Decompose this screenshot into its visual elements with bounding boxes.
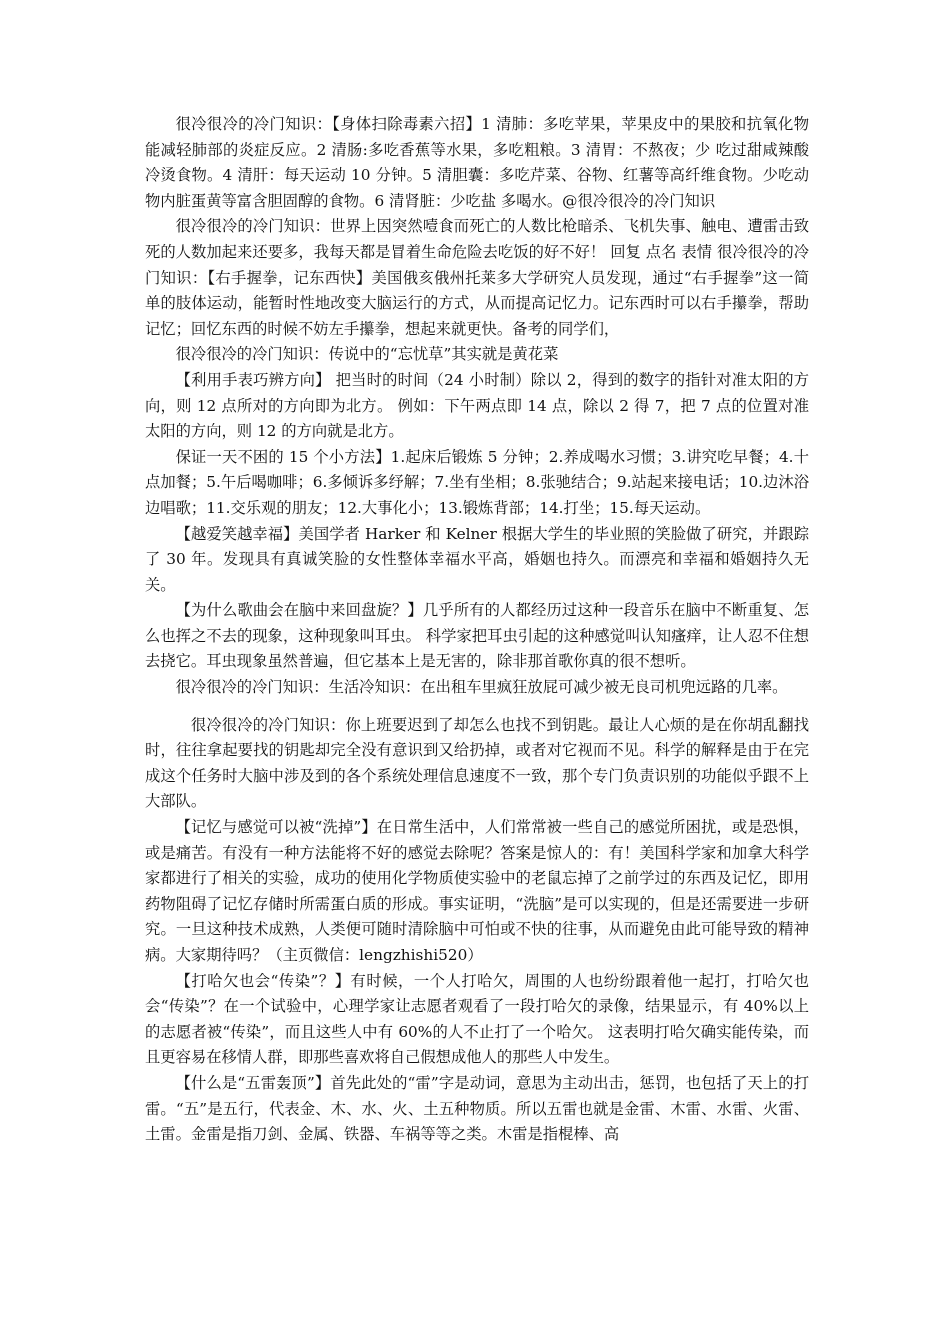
paragraph-choking-and-fist: 很冷很冷的冷门知识：世界上因突然噎食而死亡的人数比枪暗杀、飞机失事、触电、遭雷击致死的人数加起来还要多，我每天都是冒着生命危险去吃饭的好不好！ 回复 点名 表情 很冷很冷的冷门知识：【右手握拳，记东西快】美国俄亥俄州托莱多大学研究人员发现，通过“右手握拳”这一简单的肢体运动，能暂时性地改变大脑运行的方式，从而提高记忆力。记东西时可以右手攥拳，帮助记忆；回忆东西的时候不妨左手攥拳，想起来就更快。备考的同学们， (145, 217, 809, 338)
paragraph-lost-keys: 很冷很冷的冷门知识：你上班要迟到了却怎么也找不到钥匙。最让人心烦的是在你胡乱翻找时，往往拿起要找的钥匙却完全没有意识到又给扔掉，或者对它视而不见。科学的解释是由于在完成这个任务时大脑中涉及到的各个系统处理信息速度不一致，那个专门负责识别的功能似乎跟不上大部队。 (145, 715, 809, 811)
paragraph-earworm: 【为什么歌曲会在脑中来回盘旋？】几乎所有的人都经历过这种一段音乐在脑中不断重复、怎么也挥之不去的现象，这种现象叫耳虫。 科学家把耳虫引起的这种感觉叫认知瘙痒，让人忍不住想去挠它。耳虫现象虽然普遍，但它基本上是无害的，除非那首歌你真的很不想听。 (145, 601, 809, 671)
paragraph-memory-erasing: 【记忆与感觉可以被“洗掉”】在日常生活中，人们常常被一些自己的感觉所困扰，或是恐惧，或是痛苦。有没有一种方法能将不好的感觉去除呢？答案是惊人的：有！美国科学家和加拿大科学家都进行了相关的实验，成功的使用化学物质使实验中的老鼠忘掉了之前学过的东西及记忆，即用药物阻碍了记忆存储时所需蛋白质的形成。事实证明，“洗脑”是可以实现的，但是还需要进一步研究。一旦这种技术成熟，人类便可随时清除脑中可怕或不快的往事，从而避免由此可能导致的精神病。大家期待吗？（主页微信：lengzhishi520） (145, 818, 809, 964)
paragraph-stay-awake-tips: 保证一天不困的 15 个小方法】1.起床后锻炼 5 分钟；2.养成喝水习惯；3.讲究吃早餐；4.十点加餐；5.午后喝咖啡；6.多倾诉多纾解；7.坐有坐相；8.张驰结合；9.站起来接电话；10.边沐浴边唱歌；11.交乐观的朋友；12.大事化小；13.锻炼背部；14.打坐；15.每天运动。 (145, 447, 809, 517)
paragraph-smile-happiness: 【越爱笑越幸福】美国学者 Harker 和 Kelner 根据大学生的毕业照的笑脸做了研究，并跟踪了 30 年。发现具有真诚笑脸的女性整体幸福水平高，婚姻也持久。而漂亮和幸福和婚姻持久无关。 (145, 524, 809, 594)
paragraph-daylily: 很冷很冷的冷门知识：传说中的“忘忧草”其实就是黄花菜 (175, 345, 559, 364)
paragraph-contagious-yawn: 【打哈欠也会“传染”？】有时候，一个人打哈欠，周围的人也纷纷跟着他一起打，打哈欠也会“传染”？在一个试验中，心理学家让志愿者观看了一段打哈欠的录像，结果显示，有 40%以上的志愿者被“传染”，而且这些人中有 60%的人不止打了一个哈欠。 这表明打哈欠确实能传染，而且更容易在移情人群，即那些喜欢将自己假想成他人的那些人中发生。 (145, 971, 809, 1067)
document-page (145, 112, 809, 1148)
paragraph-watch-direction: 【利用手表巧辨方向】 把当时的时间（24 小时制）除以 2，得到的数字的指针对准太阳的方向，则 12 点所对的方向即为北方。 例如：下午两点即 14 点，除以 2 得 7，把 7 点的位置对准太阳的方向，则 12 的方向就是北方。 (145, 370, 809, 441)
paragraph-body-detox: 很冷很冷的冷门知识：【身体扫除毒素六招】1 清肺：多吃苹果，苹果皮中的果胶和抗氧化物能减轻肺部的炎症反应。2 清肠:多吃香蕉等水果，多吃粗粮。3 清胃：不熬夜；少 吃过甜咸辣酸冷烫食物。4 清肝：每天运动 10 分钟。5 清胆囊：多吃芹菜、谷物、红薯等高纤维食物。少吃动物内脏蛋黄等富含胆固醇的食物。6 清肾脏：少吃盐 多喝水。@很冷很冷的冷门知识 (145, 115, 809, 210)
paragraph-five-thunders: 【什么是“五雷轰顶”】首先此处的“雷”字是动词，意思为主动出击，惩罚，也包括了天上的打雷。“五”是五行，代表金、木、水、火、土五种物质。所以五雷也就是金雷、木雷、水雷、火雷、土雷。金雷是指刀剑、金属、铁器、车祸等等之类。木雷是指棍棒、高 (145, 1073, 809, 1144)
paragraph-taxi-trick: 很冷很冷的冷门知识：生活冷知识：在出租车里疯狂放屁可减少被无良司机兜远路的几率。 (175, 678, 788, 697)
